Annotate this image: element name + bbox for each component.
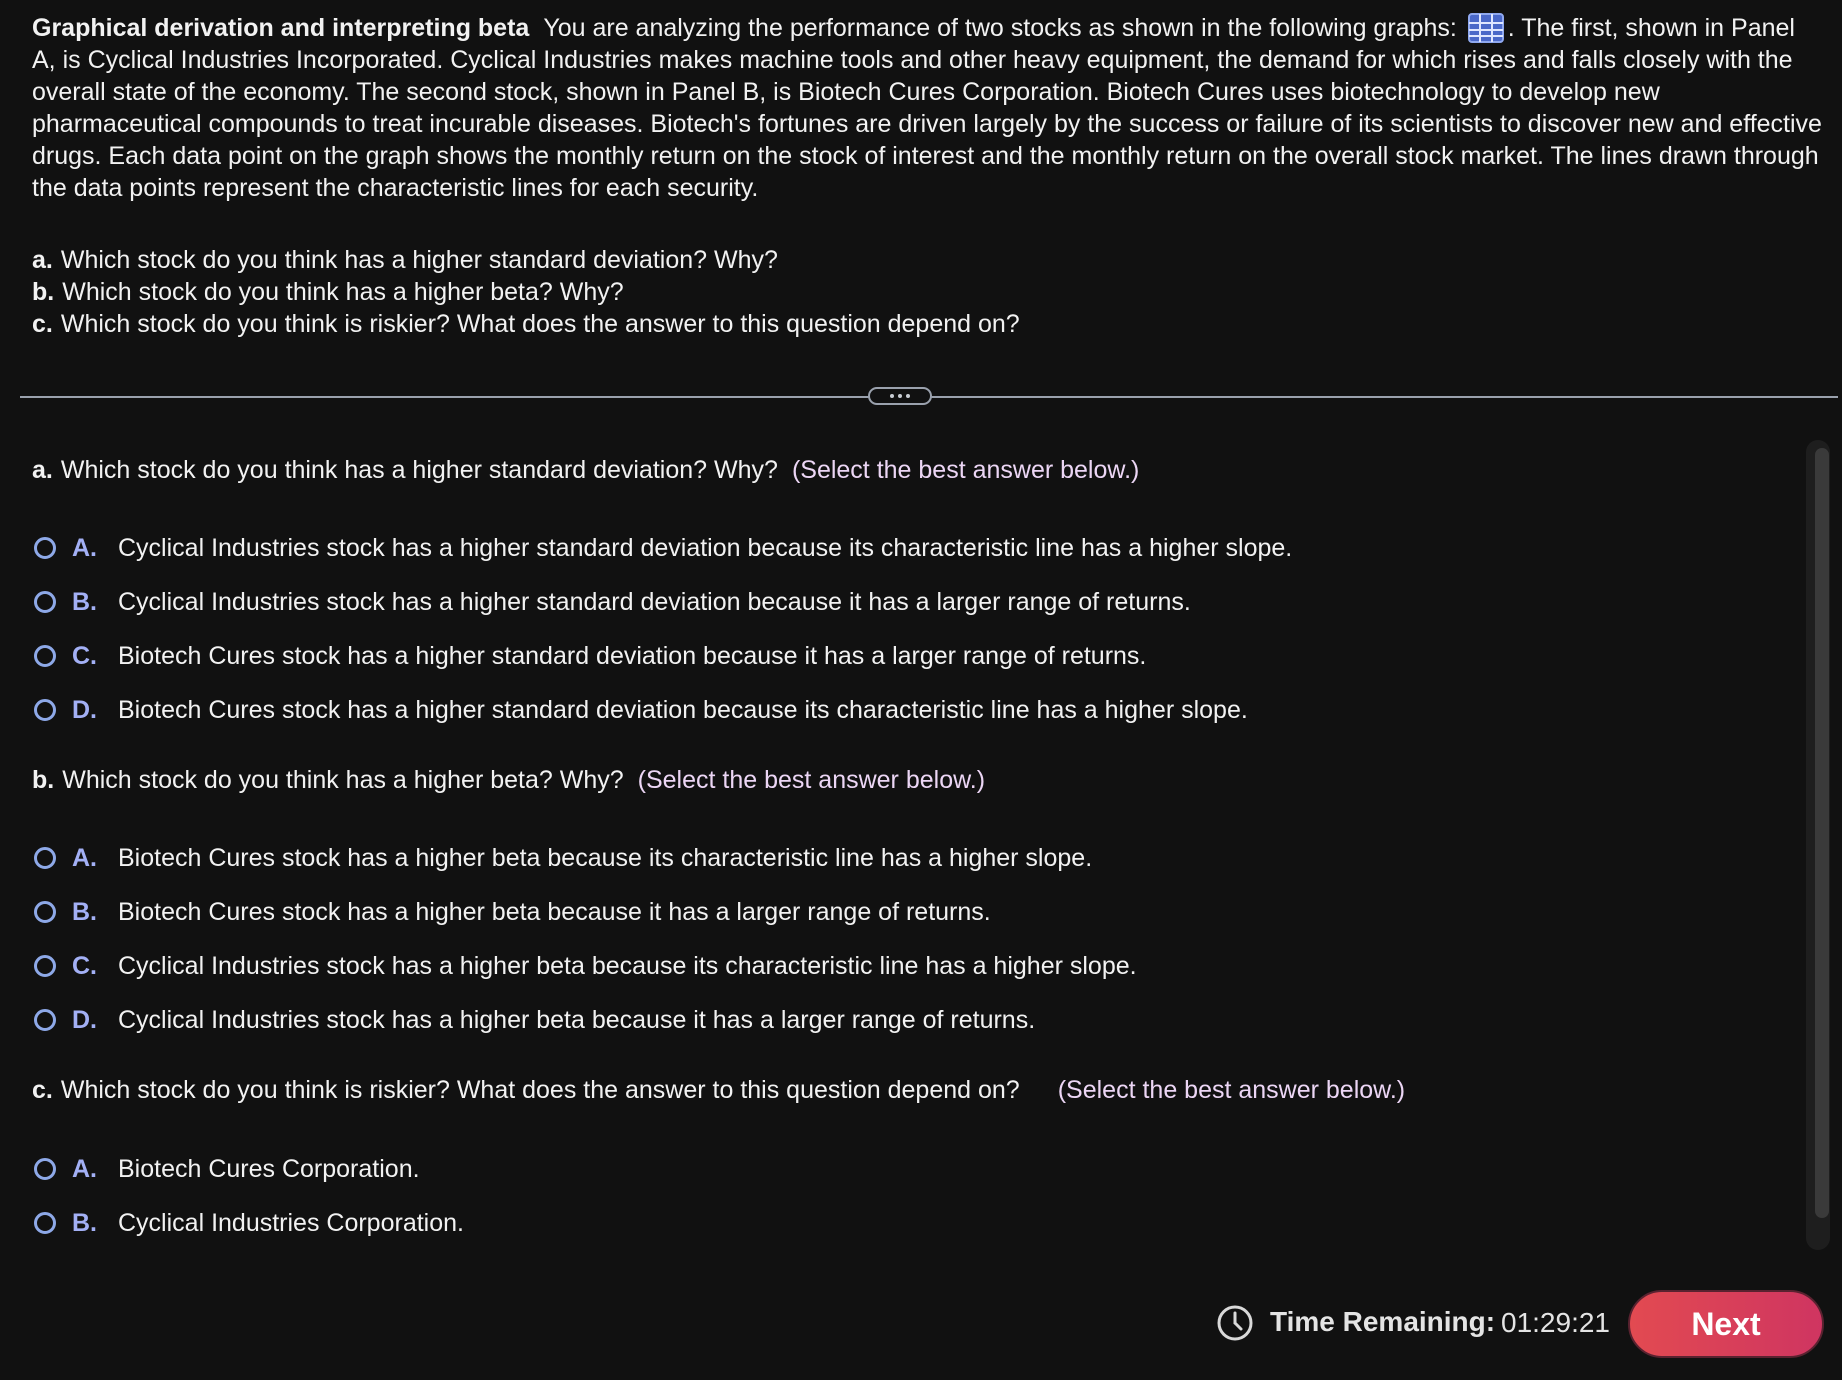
part-text: Which stock do you think is riskier? What does the answer to this question depend on? — [60, 310, 1020, 338]
answer-scrollbar-thumb[interactable] — [1815, 448, 1829, 1218]
subquestion-hint: (Select the best answer below.) — [791, 456, 1140, 484]
option-text[interactable]: Biotech Cures Corporation. — [118, 1154, 420, 1183]
subquestion-prompt: Which stock do you think is riskier? What does the answer to this question depend on? — [60, 1076, 1020, 1104]
subquestion-prompt: Which stock do you think has a higher beta? Why? — [62, 766, 624, 794]
option-text[interactable]: Cyclical Industries Corporation. — [118, 1208, 464, 1237]
radio-button[interactable] — [34, 901, 56, 923]
subquestion-hint: (Select the best answer below.) — [637, 766, 986, 794]
question-intro-start: You are analyzing the performance of two stocks as shown in the following graphs: — [543, 14, 1457, 42]
option-b-C[interactable] — [34, 949, 1137, 983]
option-c-B[interactable] — [34, 1206, 464, 1240]
question-part-a — [32, 244, 1020, 276]
question-title: Graphical derivation and interpreting beta — [32, 14, 530, 42]
option-a-A[interactable] — [34, 531, 1292, 565]
option-letter: A. — [72, 1154, 97, 1183]
question-intro-rest: . The first, shown in Panel A, is Cyclical Industries Incorporated. Cyclical Industries makes machine tools and other heavy equipment, the demand for which rises and falls closely with the overall state of the economy. The second stock, shown in Panel B, is Biotech Cures Corporation. Biotech Cures uses biotechnology to develop new pharmaceutical compounds to treat incurable diseases. Biotech's fortunes are driven largely by the success or failure of its scientists to discover new and effective drugs. Each data point on the graph shows the monthly return on the stock of interest and the monthly return on the overall stock market. The lines drawn through the data points represent the characteristic lines for each security. — [32, 14, 1822, 202]
option-letter: B. — [72, 587, 97, 616]
option-text[interactable]: Cyclical Industries stock has a higher standard deviation because it has a larger range of returns. — [118, 587, 1191, 616]
option-text[interactable]: Biotech Cures stock has a higher beta because it has a larger range of returns. — [118, 897, 991, 926]
option-a-D[interactable] — [34, 693, 1248, 727]
radio-button[interactable] — [34, 645, 56, 667]
question-statement — [32, 12, 1822, 204]
radio-button[interactable] — [34, 591, 56, 613]
subquestion-b — [32, 764, 985, 796]
option-a-C[interactable] — [34, 639, 1146, 673]
radio-button[interactable] — [34, 537, 56, 559]
part-letter: c. — [32, 310, 53, 338]
subquestion-letter: a. — [32, 456, 53, 484]
time-remaining-value: 01:29:21 — [1501, 1307, 1610, 1338]
radio-button[interactable] — [34, 699, 56, 721]
option-text[interactable]: Biotech Cures stock has a higher beta because its characteristic line has a higher slope. — [118, 843, 1093, 872]
option-text[interactable]: Cyclical Industries stock has a higher beta because it has a larger range of returns. — [118, 1005, 1036, 1034]
radio-button[interactable] — [34, 955, 56, 977]
option-c-A[interactable] — [34, 1152, 420, 1186]
option-letter: B. — [72, 1208, 97, 1237]
radio-button[interactable] — [34, 1009, 56, 1031]
subquestion-hint: (Select the best answer below.) — [1057, 1076, 1406, 1104]
option-text[interactable]: Cyclical Industries stock has a higher beta because its characteristic line has a higher slope. — [118, 951, 1137, 980]
question-parts-list — [32, 244, 1020, 340]
part-text: Which stock do you think has a higher standard deviation? Why? — [60, 246, 778, 274]
subquestion-letter: c. — [32, 1076, 53, 1104]
footer-bar — [0, 1290, 1842, 1380]
subquestion-prompt: Which stock do you think has a higher standard deviation? Why? — [60, 456, 778, 484]
answer-pane — [0, 440, 1800, 1250]
question-part-c — [32, 308, 1020, 340]
option-letter: D. — [72, 695, 97, 724]
option-text[interactable]: Biotech Cures stock has a higher standard deviation because it has a larger range of returns. — [118, 641, 1147, 670]
option-text[interactable]: Biotech Cures stock has a higher standard deviation because its characteristic line has a higher slope. — [118, 695, 1248, 724]
option-letter: C. — [72, 641, 97, 670]
subquestion-a — [32, 454, 1139, 486]
option-letter: D. — [72, 1005, 97, 1034]
option-letter: C. — [72, 951, 97, 980]
subquestion-c — [32, 1074, 1405, 1106]
radio-button[interactable] — [34, 1212, 56, 1234]
option-text[interactable]: Cyclical Industries stock has a higher standard deviation because its characteristic line has a higher slope. — [118, 533, 1293, 562]
option-b-B[interactable] — [34, 895, 991, 929]
option-letter: A. — [72, 843, 97, 872]
option-b-A[interactable] — [34, 841, 1092, 875]
option-letter: A. — [72, 533, 97, 562]
time-remaining-label: Time Remaining: — [1270, 1306, 1496, 1337]
part-text: Which stock do you think has a higher beta? Why? — [62, 278, 624, 306]
question-part-b — [32, 276, 1020, 308]
divider-drag-handle[interactable] — [868, 387, 932, 405]
part-letter: a. — [32, 246, 53, 274]
clock-icon — [1216, 1304, 1254, 1342]
option-b-D[interactable] — [34, 1003, 1035, 1037]
radio-button[interactable] — [34, 847, 56, 869]
next-button[interactable]: Next — [1628, 1290, 1824, 1358]
option-letter: B. — [72, 897, 97, 926]
table-grid-icon[interactable] — [1468, 13, 1504, 43]
part-letter: b. — [32, 278, 55, 306]
option-a-B[interactable] — [34, 585, 1191, 619]
subquestion-letter: b. — [32, 766, 55, 794]
radio-button[interactable] — [34, 1158, 56, 1180]
